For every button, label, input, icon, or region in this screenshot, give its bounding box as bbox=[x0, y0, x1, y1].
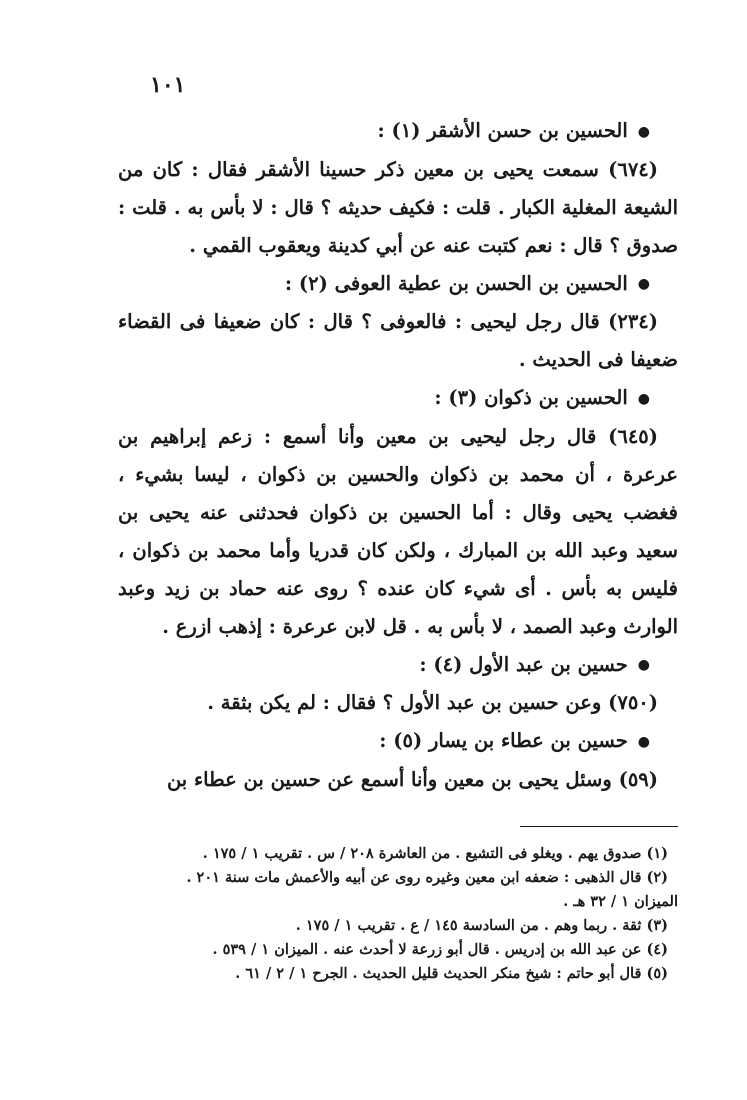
footnote: (١) صدوق يهم . ويغلو فى التشيع . من العاشرة ٢٠٨ / س . تقريب ١ / ١٧٥ . bbox=[202, 845, 668, 862]
entry-4 bbox=[118, 646, 678, 723]
bullet-icon: ● bbox=[637, 276, 650, 292]
footnote: (٥) قال أبو حاتم : شيخ منكر الحديث قليل الحديث . الجرح ١ / ٢ / ٦١ . bbox=[235, 965, 668, 982]
entry-3 bbox=[118, 379, 678, 646]
entry-heading bbox=[118, 722, 650, 761]
narration: (٥٩) وسئل يحيى بن معين وأنا أسمع عن حسين بن عطاء بن bbox=[166, 767, 658, 791]
entry-heading bbox=[118, 646, 650, 685]
bullet-icon: ● bbox=[637, 390, 650, 407]
footnote: (٣) ثقة . ربما وهم . من السادسة ١٤٥ / ع . تقريب ١ / ١٧٥ . bbox=[295, 917, 668, 934]
entry-5 bbox=[118, 722, 678, 799]
heading-text: الحسين بن الحسن بن عطية العوفى (٢) : bbox=[284, 271, 628, 295]
page-number: ١٠١ bbox=[150, 72, 186, 98]
heading-text: حسين بن عبد الأول (٤) : bbox=[419, 652, 628, 676]
narration: (٦٤٥) قال رجل ليحيى بن معين وأنا أسمع : زعم إبراهيم بن عرعرة ، أن محمد بن ذكوان والحسين بن ذكوان ، ليسا بشيء ، فغضب يحيى وقال : أما الحسين بن ذكوان فحدثنى عنه يحيى بن سعيد وعبد الله بن المبارك ، ولكن كان قدريا وأما محمد بن ذكوان ، فليس به بأس . أى شيء كان عنده ؟ روى عنه حماد بن زيد وعبد الوارث وعبد الصمد ، لا بأس به . قل لابن عرعرة : إذهب ازرع . bbox=[118, 424, 678, 638]
footnote: (٢) قال الذهبى : ضعفه ابن معين وغيره روى عن أبيه والأعمش مات سنة ٢٠١ . bbox=[186, 869, 668, 886]
entry-heading bbox=[118, 265, 650, 304]
bullet-icon: ● bbox=[637, 657, 650, 673]
heading-text: الحسين بن ذكوان (٣) : bbox=[434, 386, 628, 409]
footnote: (٤) عن عبد الله بن إدريس . قال أبو زرعة لا أحدث عنه . الميزان ١ / ٥٣٩ . bbox=[212, 941, 668, 958]
footnote-continuation: الميزان ١ / ٣٢ هـ . bbox=[563, 893, 678, 910]
footnotes bbox=[118, 842, 678, 986]
footnote-divider bbox=[520, 826, 678, 827]
entry-1 bbox=[118, 112, 678, 265]
bullet-icon: ● bbox=[637, 733, 650, 750]
bullet-icon: ● bbox=[637, 123, 650, 140]
entry-heading bbox=[118, 112, 650, 151]
heading-text: حسين بن عطاء بن يسار (٥) : bbox=[379, 729, 628, 752]
narration: (٦٧٤) سمعت يحيى بن معين ذكر حسينا الأشقر فقال : كان من الشيعة المغلية الكبار . قلت : فكيف حديثه ؟ قال : لا بأس به . قلت : صدوق ؟ قال : نعم كتبت عنه عن أبي كدينة ويعقوب القمي . bbox=[118, 157, 678, 257]
entry-2 bbox=[118, 265, 678, 380]
heading-text: الحسين بن حسن الأشقر (١) : bbox=[377, 119, 628, 142]
entry-heading bbox=[118, 379, 650, 418]
main-text bbox=[118, 112, 678, 799]
narration: (٧٥٠) وعن حسين بن عبد الأول ؟ فقال : لم يكن بثقة . bbox=[207, 691, 658, 714]
narration: (٢٣٤) قال رجل ليحيى : فالعوفى ؟ قال : كان ضعيفا فى القضاء ضعيفا فى الحديث . bbox=[118, 310, 678, 371]
